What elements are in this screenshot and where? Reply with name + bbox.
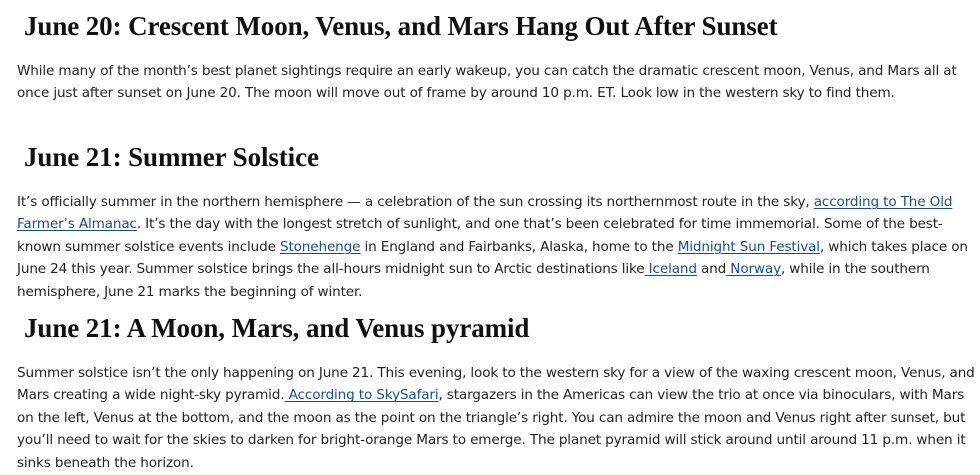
- paragraph-text: and: [696, 261, 727, 278]
- section-planet-pyramid: [0, 312, 980, 474]
- section-summer-solstice: [0, 141, 980, 303]
- paragraph-text: , stargazers in the Americas can view the trio at once via binoculars, with Mars on the left, Venus at the bottom, and the moon as the point on the triangle’s right. You can admire the moon and Venus right after sunset, but you’ll need to wait for the skies to darken for bright-orange Mars to emerge. The planet pyramid will stick around until around 11 p.m. when it sinks beneath the horizon.: [17, 387, 966, 471]
- link-norway[interactable]: Norway: [726, 261, 781, 278]
- link-midnight-sun-festival[interactable]: Midnight Sun Festival: [677, 238, 820, 255]
- section-paragraph: [0, 362, 975, 474]
- link-stonehenge[interactable]: Stonehenge: [279, 238, 361, 255]
- link-skysafari[interactable]: According to SkySafari: [284, 387, 439, 404]
- paragraph-text: . It’s the day with the longest stretch of sunlight, and one that’s been celebrated for time immemorial. Some of the best-known summer solstice events include: [17, 216, 943, 255]
- link-old-farmers-almanac[interactable]: according to The Old Farmer’s Almanac: [17, 194, 953, 233]
- section-heading: June 20: Crescent Moon, Venus, and Mars Hang Out After Sunset: [24, 11, 778, 41]
- section-heading: June 21: A Moon, Mars, and Venus pyramid: [24, 313, 530, 343]
- section-paragraph: [0, 60, 975, 105]
- paragraph-text: , which takes place on June 24 this year. Summer solstice brings the all-hours midnight sun to Arctic destinations like: [17, 238, 968, 278]
- section-paragraph: [0, 191, 975, 303]
- link-iceland[interactable]: Iceland: [644, 261, 697, 278]
- paragraph-text: , while in the southern hemisphere, June 21 marks the beginning of winter.: [17, 261, 930, 300]
- paragraph-text: It’s officially summer in the northern hemisphere — a celebration of the sun crossing its northernmost route in the sky,: [17, 194, 814, 210]
- paragraph-text: in England and Fairbanks, Alaska, home to the: [360, 238, 678, 255]
- section-heading: June 21: Summer Solstice: [24, 142, 319, 172]
- paragraph-text: While many of the month’s best planet sightings require an early wakeup, you can catch the dramatic crescent moon, Venus, and Mars all at once just after sunset on June 20. The moon will move out of frame by around 10 p.m. ET. Look low in the western sky to find them.: [17, 63, 957, 102]
- paragraph-text: Summer solstice isn’t the only happening on June 21. This evening, look to the western sky for a view of the waxing crescent moon, Venus, and Mars creating a wide night-sky pyramid.: [17, 365, 975, 404]
- section-june-20: [0, 10, 980, 105]
